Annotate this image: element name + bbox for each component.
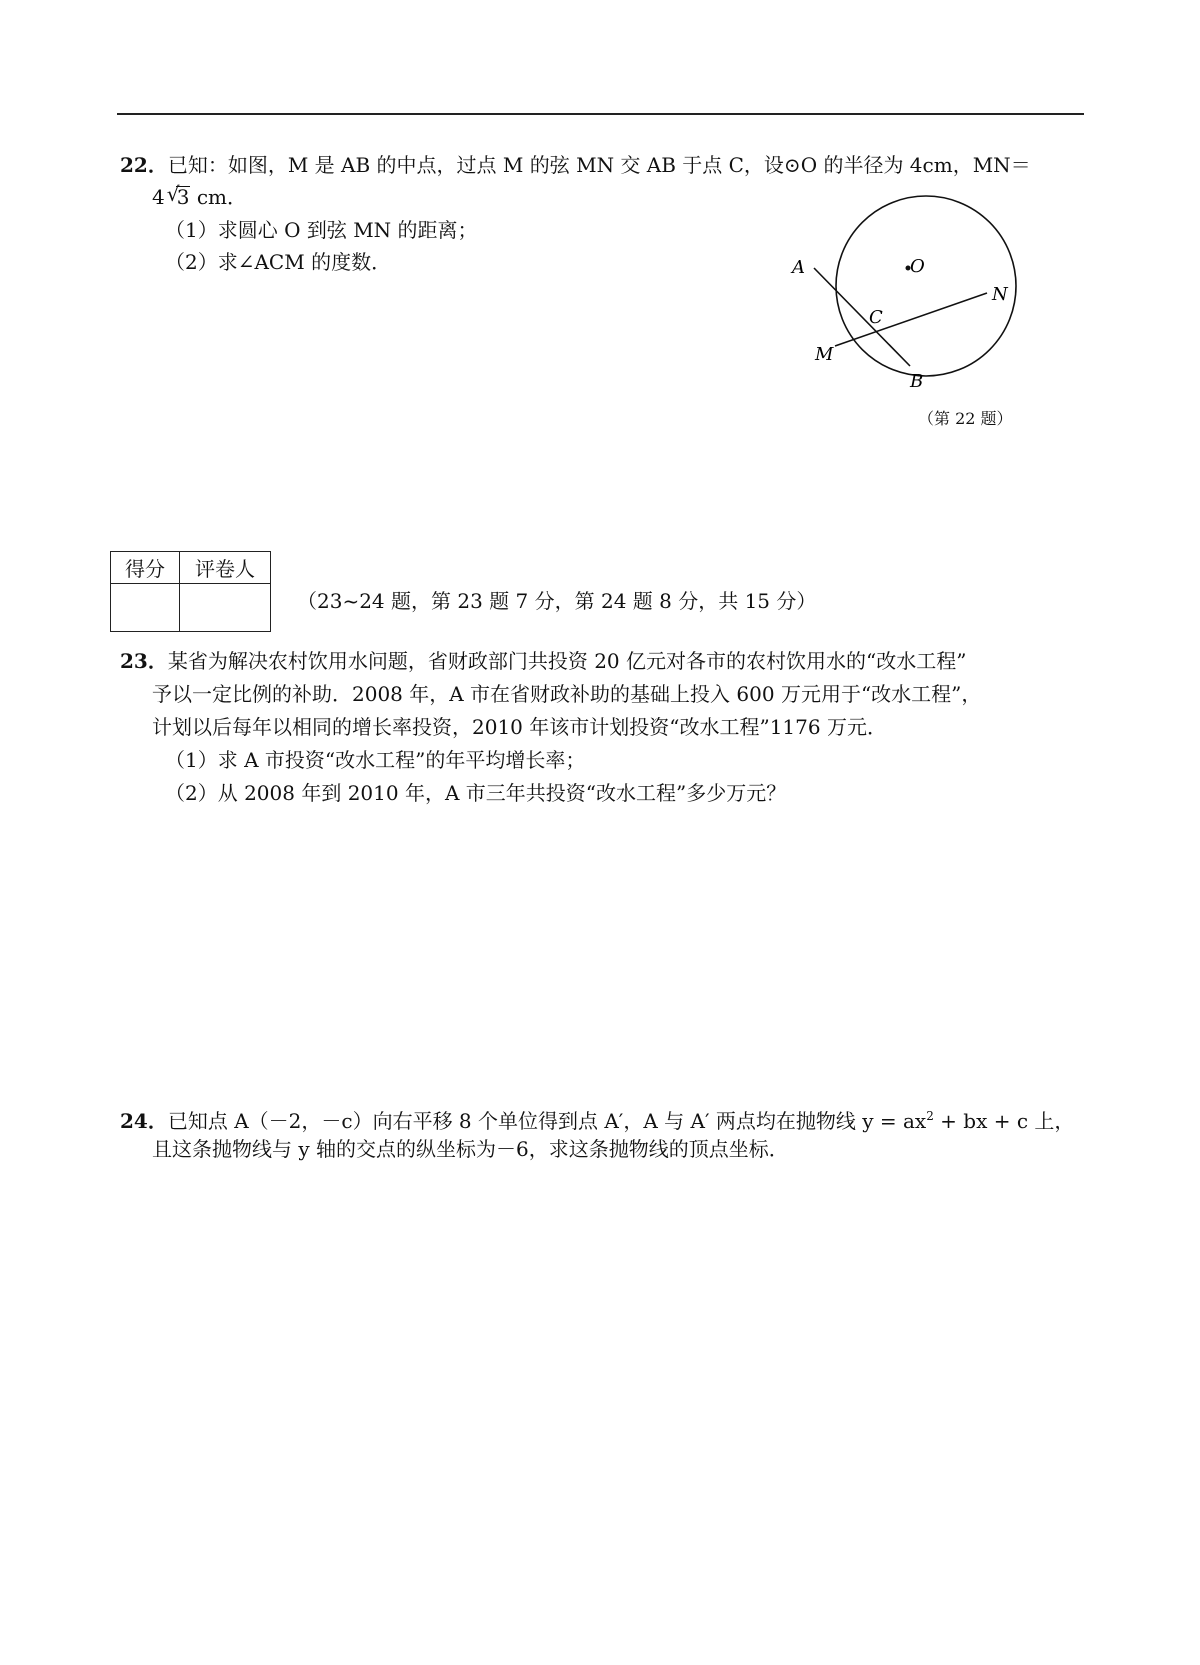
grader-cell[interactable] — [180, 584, 271, 632]
q24-line2: 且这条抛物线与 y 轴的交点的纵坐标为－6，求这条抛物线的顶点坐标． — [152, 1137, 789, 1161]
q24-text-line1b: + bx + c 上， — [933, 1109, 1075, 1133]
label-o: O — [910, 256, 925, 277]
q22-figure-caption: （第 22 题） — [918, 409, 1013, 428]
q23-part1: （1）求 A 市投资“改水工程”的年平均增长率； — [165, 748, 586, 772]
q24-number: 24． — [120, 1109, 168, 1133]
q22-line2 — [152, 182, 247, 212]
q23-part2: （2）从 2008 年到 2010 年，A 市三年共投资“改水工程”多少万元？ — [165, 781, 787, 805]
q22-part2: （2）求∠ACM 的度数． — [165, 250, 392, 274]
q23-line2: 予以一定比例的补助．2008 年，A 市在省财政补助的基础上投入 600 万元用于“改水工程”， — [152, 682, 982, 706]
header-rule — [117, 113, 1084, 115]
score-cell[interactable] — [111, 584, 180, 632]
label-b: B — [910, 371, 924, 392]
label-n: N — [992, 284, 1008, 305]
grader-header: 评卷人 — [180, 552, 271, 584]
q22-circle-figure — [792, 190, 1090, 440]
label-m: M — [815, 344, 834, 365]
q22-number: 22． — [120, 153, 168, 177]
q24-text-line1a: 已知点 A（－2，－c）向右平移 8 个单位得到点 A′，A 与 A′ 两点均在抛物线 y = ax — [167, 1109, 927, 1133]
score-header: 得分 — [111, 552, 180, 584]
q24-exponent: 2 — [926, 1109, 934, 1123]
q22-line2-post: cm． — [196, 185, 247, 209]
q22-line1 — [120, 150, 1031, 180]
circle-o — [836, 196, 1016, 376]
chord-mn — [835, 293, 987, 346]
q23-line1 — [120, 646, 966, 676]
sqrt-radicand: 3 — [176, 185, 190, 209]
sqrt-symbol: √ 3 — [166, 182, 190, 209]
section-note: （23~24 题，第 23 题 7 分，第 24 题 8 分，共 15 分） — [297, 589, 817, 613]
q23-text-line1: 某省为解决农村饮用水问题，省财政部门共投资 20 亿元对各市的农村饮用水的“改水工程” — [167, 649, 967, 673]
label-c: C — [869, 307, 883, 328]
label-a: A — [792, 257, 805, 278]
q23-line3: 计划以后每年以相同的增长率投资，2010 年该市计划投资“改水工程”1176 万元． — [152, 715, 887, 739]
q23-number: 23． — [120, 649, 168, 673]
score-table — [110, 551, 271, 632]
q22-line2-pre: 4 — [152, 185, 165, 209]
q24-line1 — [120, 1101, 1074, 1136]
q22-text-line1: 已知：如图，M 是 AB 的中点，过点 M 的弦 MN 交 AB 于点 C，设⊙O 的半径为 4cm，MN＝ — [167, 153, 1031, 177]
q22-part1: （1）求圆心 O 到弦 MN 的距离； — [165, 218, 478, 242]
